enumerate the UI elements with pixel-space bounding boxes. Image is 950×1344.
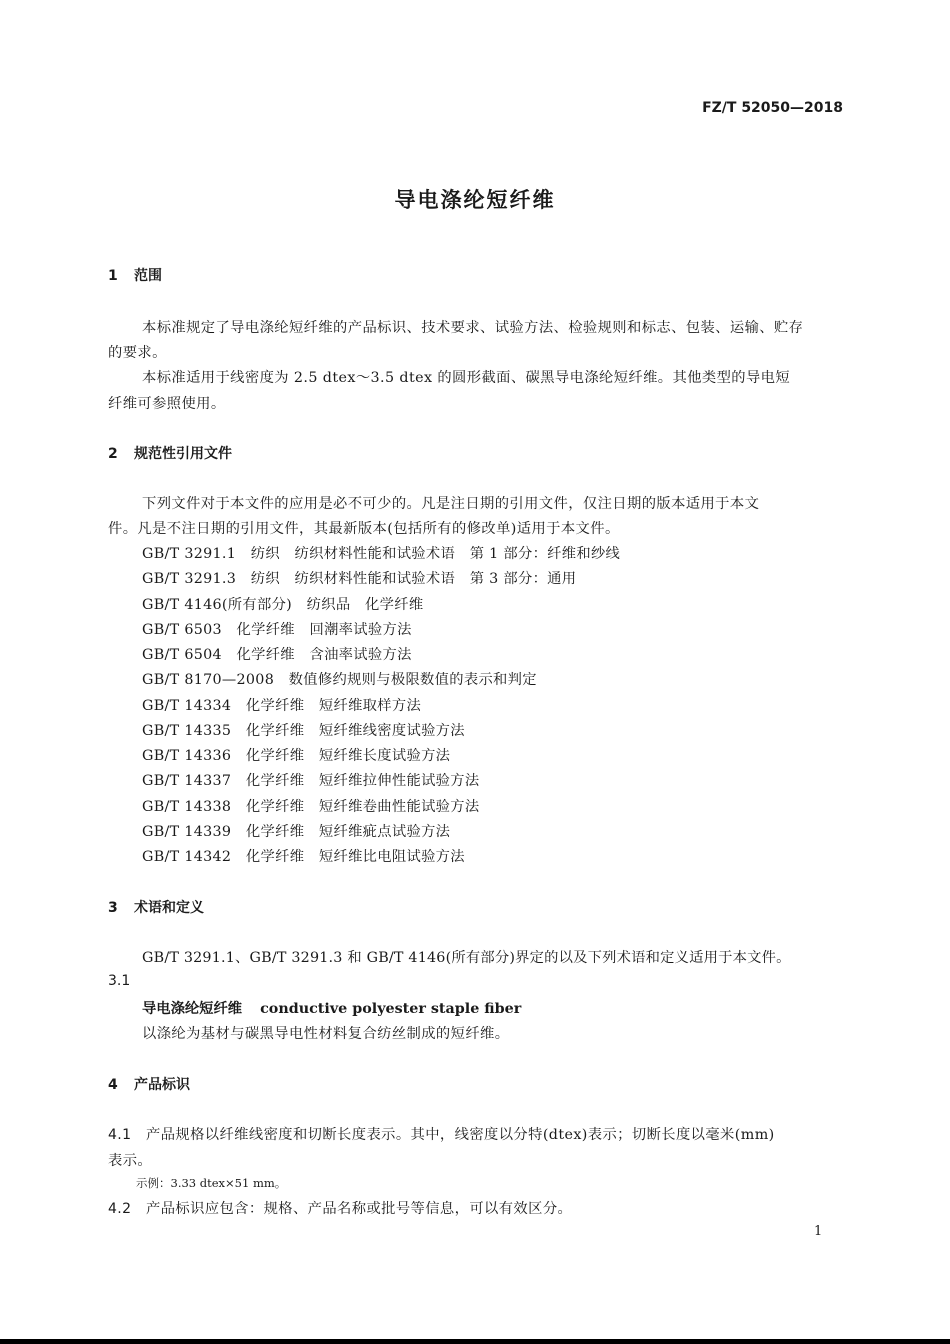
section-number: 2: [108, 446, 118, 462]
section-title: 范围: [134, 268, 162, 284]
clause-number: 4.1: [108, 1127, 132, 1143]
clause-line: [108, 1124, 775, 1144]
paragraph-line: 本标准适用于线密度为 2.5 dtex～3.5 dtex 的圆形截面、碳黑导电涤纶短纤维。其他类型的导电短: [142, 370, 791, 386]
reference-item: GB/T 14337 化学纤维 短纤维拉伸性能试验方法: [142, 773, 480, 789]
clause-text: 产品规格以纤维线密度和切断长度表示。其中，线密度以分特(dtex)表示；切断长度以毫米(mm): [146, 1127, 775, 1143]
term-english: conductive polyester staple fiber: [260, 1001, 522, 1017]
paragraph-line: 的要求。: [108, 345, 167, 361]
clause-line: [108, 1198, 572, 1218]
standard-code: FZ/T 52050—2018: [702, 100, 843, 116]
paragraph-line: GB/T 3291.1、GB/T 3291.3 和 GB/T 4146(所有部分)界定的以及下列术语和定义适用于本文件。: [142, 950, 791, 966]
reference-item: GB/T 14338 化学纤维 短纤维卷曲性能试验方法: [142, 799, 480, 815]
reference-item: GB/T 14335 化学纤维 短纤维线密度试验方法: [142, 723, 465, 739]
section-number: 1: [108, 268, 118, 284]
section-title: 产品标识: [134, 1077, 190, 1093]
section-title: 术语和定义: [134, 900, 204, 916]
section-title: 规范性引用文件: [134, 446, 232, 462]
reference-item: GB/T 8170—2008 数值修约规则与极限数值的表示和判定: [142, 672, 537, 688]
paragraph-line: 表示。: [108, 1153, 153, 1169]
example-note: 示例：3.33 dtex×51 mm。: [136, 1176, 287, 1190]
reference-item: GB/T 6504 化学纤维 含油率试验方法: [142, 647, 412, 663]
paragraph-line: 本标准规定了导电涤纶短纤维的产品标识、技术要求、试验方法、检验规则和标志、包装、运输、贮存: [142, 320, 804, 336]
reference-item: GB/T 14334 化学纤维 短纤维取样方法: [142, 698, 422, 714]
reference-item: GB/T 6503 化学纤维 回潮率试验方法: [142, 622, 412, 638]
term-definition: 以涤纶为基材与碳黑导电性材料复合纺丝制成的短纤维。: [142, 1026, 510, 1042]
reference-item: GB/T 4146(所有部分) 纺织品 化学纤维: [142, 597, 424, 613]
term-entry: [142, 998, 521, 1018]
section-1-heading: [108, 265, 162, 285]
reference-item: GB/T 3291.1 纺织 纺织材料性能和试验术语 第 1 部分：纤维和纱线: [142, 546, 621, 562]
clause-text: 产品标识应包含：规格、产品名称或批号等信息，可以有效区分。: [146, 1201, 573, 1217]
paragraph-line: 纤维可参照使用。: [108, 396, 226, 412]
section-4-heading: [108, 1074, 190, 1094]
page-number: 1: [814, 1224, 823, 1239]
paragraph-line: 下列文件对于本文件的应用是必不可少的。凡是注日期的引用文件，仅注日期的版本适用于本文: [142, 496, 760, 512]
reference-item: GB/T 3291.3 纺织 纺织材料性能和试验术语 第 3 部分：通用: [142, 571, 577, 587]
section-2-heading: [108, 443, 232, 463]
paragraph-line: 件。凡是不注日期的引用文件，其最新版本(包括所有的修改单)适用于本文件。: [108, 521, 620, 537]
section-3-heading: [108, 897, 204, 917]
reference-item: GB/T 14339 化学纤维 短纤维疵点试验方法: [142, 824, 451, 840]
clause-number: 3.1: [108, 973, 131, 989]
clause-number: 4.2: [108, 1201, 132, 1217]
document-title: 导电涤纶短纤维: [394, 188, 556, 212]
section-number: 4: [108, 1077, 118, 1093]
reference-item: GB/T 14336 化学纤维 短纤维长度试验方法: [142, 748, 451, 764]
section-number: 3: [108, 900, 118, 916]
bottom-rule: [0, 1339, 950, 1344]
reference-item: GB/T 14342 化学纤维 短纤维比电阻试验方法: [142, 849, 465, 865]
term-chinese: 导电涤纶短纤维: [142, 1001, 243, 1017]
